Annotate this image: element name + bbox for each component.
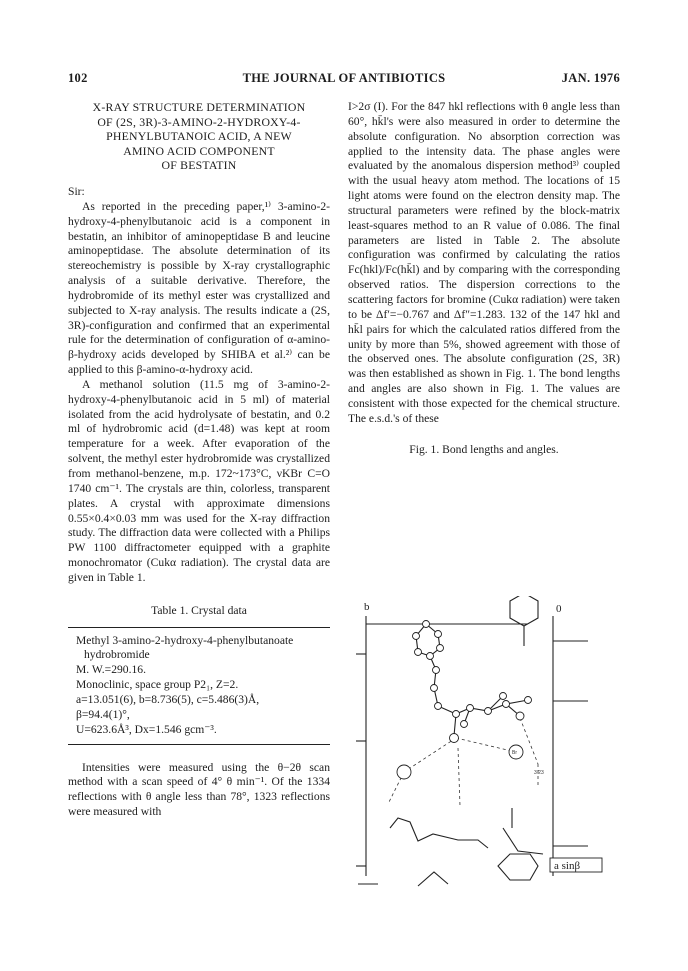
paragraph-2: A methanol solution (11.5 mg of 3-amino-2-hydroxy-4-phenylbutanoic acid in 5 ml) of material isolated from the acid hydrolysate of bestatin, and 0.2 ml of hydrobromic acid (d=1.48) was kept at room temperature for a week. After evaporation of the solvent, the methyl ester hydrobromide was crystallized from methanol-benzene, m.p. 172~173°C, νKBr C=O 1740 cm⁻¹. The crystals are thin, colorless, transparent plates. A crystal with approximate dimensions 0.55×0.4×0.03 mm was used for the X-ray diffraction study. The diffraction data were collected with a Philips PW 1100 diffractometer equipped with a graphite monochromator (Cukα radiation). The crystal data are given in Table 1. [68,377,330,584]
table-line: Monoclinic, space group P2₁, Z=2. [76,678,239,692]
page-number: 102 [68,71,88,85]
table-line: a=13.051(6), b=8.736(5), c=5.486(3)Å, [76,692,260,706]
bromine-label: Br [512,750,517,756]
origin-label: 0 [556,603,562,615]
axis-label-asinbeta: a sinβ [554,860,581,872]
table-line: U=623.6Å³, Dx=1.546 gcm⁻³. [76,722,217,736]
title-line: AMINO ACID COMPONENT [123,143,275,158]
figure-caption: Fig. 1. Bond lengths and angles. [409,442,559,456]
title-line: PHENYLBUTANOIC ACID, A NEW [106,129,292,144]
title-line: OF BESTATIN [161,158,237,173]
nitrogen-atom [450,734,459,743]
table-1-caption: Table 1. Crystal data [151,603,247,617]
left-column [68,100,330,820]
table-line: M. W.=290.16. [76,663,146,677]
journal-title: THE JOURNAL OF ANTIBIOTICS [242,71,446,85]
table-bottom-rule [68,744,330,745]
table-1-body [68,628,330,744]
right-column [348,100,620,457]
axis-label-b: b [364,601,370,613]
issue-date: JAN. 1976 [561,71,620,85]
table-line: Methyl 3-amino-2-hydroxy-4-phenylbutanoate [76,633,294,647]
table-line: hydrobromide [84,648,150,662]
phenyl-ring-bottom [498,854,538,880]
phenyl-ring-top [510,596,538,626]
crystal-structure-figure [338,596,628,896]
salutation: Sir: [68,184,85,198]
title-line: X-RAY STRUCTURE DETERMINATION [92,100,306,114]
article-title [68,100,330,173]
paragraph-1: As reported in the preceding paper,¹⁾ 3-amino-2-hydroxy-4-phenylbutanoic acid is a component in bestatin, an inhibitor of aminopeptidase B and leucine aminopeptidase. The absolute determination of its stereochemistry is possible by X-ray crystallographic analysis of a suitable derivative. Therefore, the hydrobromide of its methyl ester was crystallized and subjected to X-ray analysis. The results indicate a (2S, 3R)-configuration and confirmed that an experimental rule for the determination of configuration of α-amino-β-hydroxy acids developed by SHIBA et al.²⁾ can be applied to this β-amino-α-hydroxy acid. [68,199,330,377]
figure-drawing [338,596,628,896]
table-line: β=94.4(1)°, [76,707,130,721]
paragraph-3: Intensities were measured using the θ−2θ scan method with a scan speed of 4° θ min⁻¹. Of the 1334 reflections with θ angle less than 78°, 1323 reflections were measured with [68,760,330,819]
bromine-atom-left [397,765,411,779]
title-line: OF (2S, 3R)-3-AMINO-2-HYDROXY-4- [97,114,301,129]
paragraph-4: I>2σ (I). For the 847 hkl reflections with θ angle less than 60°, hk̄l's were also measured in order to determine the absolute configuration. No absorption correction was applied to the intensity data. The phase angles were evaluated by the anomalous dispersion method³⁾ coupled with the usual heavy atom method. The locations of 15 light atoms were found on the electron density map. The structural parameters were refined by the block-matrix least-squares method to an R value of 0.086. The final parameters are listed in Table 2. The absolute configuration was confirmed by calculating the ratios Fc(hkl)/Fc(hk̄l) and by comparing with the corresponding observed ratios. The dispersion corrections to the scattering factors for bromine (Cukα radiation) were taken to be Δf′=−0.767 and Δf″=1.283. 132 of the 147 hkl and hk̄l pairs for which the calculated ratios differed from the unity by more than 5%, showed agreement with those of the observed ones. The absolute configuration (2S, 3R) was then established as shown in Fig. 1. The bond lengths and angles are also shown in Fig. 1. The values are consistent with those expected for the chemical structure. The e.s.d.'s of these [348,100,620,425]
hbond-distance-label: 3.23 [534,770,544,776]
